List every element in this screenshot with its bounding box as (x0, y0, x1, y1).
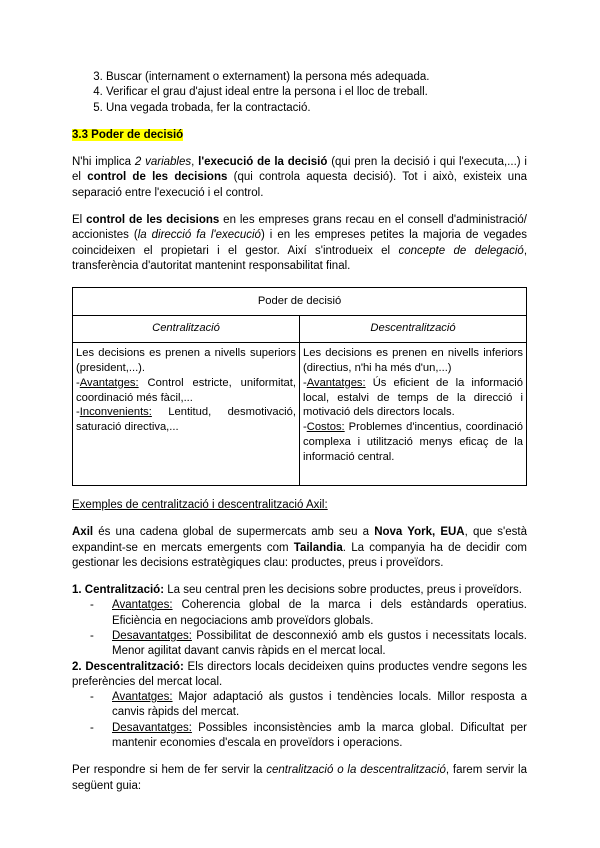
list-item: 4. Verificar el grau d'ajust ideal entre la persona i el lloc de treball. (106, 85, 527, 100)
list-item: - Avantatges: Major adaptació als gustos i tendències locals. Millor resposta a canvis ràpids del mercat. (90, 691, 527, 719)
centralization-list (72, 598, 527, 659)
list-item: - Desavantatges: Possibles inconsistències amb la marca global. Dificultat per mantenir economies d'escala en proveïdors i operacions. (90, 721, 527, 749)
paragraph-guide: Per respondre si hem de fer servir la centralització o la descentralització, farem servir la següent guia: (72, 764, 527, 792)
list-item: 3. Buscar (internament o externament) la persona més adequada. (106, 70, 527, 85)
steps-list (72, 70, 527, 116)
decentralization-list (72, 690, 527, 751)
table-title: Poder de decisió (73, 288, 527, 316)
decision-power-table (72, 287, 527, 486)
list-item: - Desavantatges: Possibilitat de desconnexió amb els gustos i necessitats locals. Menor agilitat davant canvis ràpids en el mercat local. (90, 629, 527, 658)
column-header-centralization: Centralització (73, 315, 300, 342)
column-header-decentralization: Descentralització (300, 315, 527, 342)
paragraph-control: El control de les decisions en les empreses grans recau en el consell d'administració/ accionistes (la direcció fa l'execució) i en les empreses petites la majoria de vegades coincideixen el propietari i el gestor. Així s'introdueix el concepte de delegació, transferència d'autoritat mantenint responsabilitat final. (72, 213, 528, 272)
examples-title: Exemples de centralització i descentralització Axil: (72, 499, 328, 511)
section-heading (72, 128, 527, 143)
list-item: - Avantatges: Coherencia global de la marca i dels estàndards operatius. Eficiència en negociacions amb proveïdors globals. (90, 599, 527, 627)
decentralization-heading: 2. Descentralització: Els directors locals decideixen quins productes vendre segons les preferències del mercat local. (72, 660, 527, 688)
list-item: 5. Una vegada trobada, fer la contractació. (106, 101, 527, 116)
centralization-cell: Les decisions es prenen a nivells superiors (president,...). -Avantatges: Control estricte, uniformitat, coordinació més fàcil,... -Inconvenients: Lentitud, desmotivació, saturació directiva,... (73, 342, 300, 485)
centralization-heading: 1. Centralització: La seu central pren les decisions sobre productes, preus i proveïdors. (72, 584, 523, 597)
document-page (72, 70, 527, 794)
decentralization-cell: Les decisions es prenen en nivells inferiors (directius, n'hi ha més d'un,...) -Avantatges: Ús eficient de la informació local, estalvi de temps de la direcció i motivació dels directors locals. -Costos: Problemes d'incentius, coordinació complexa i utilització menys eficaç de la informació central. (300, 342, 527, 485)
section-title: 3.3 Poder de decisió (72, 128, 184, 141)
paragraph-axil: Axil és una cadena global de supermercats amb seu a Nova York, EUA, que s'està expandint-se en mercats emergents com Tailandia. La companyia ha de decidir com gestionar les decisions estratègiques clau: productes, preus i proveïdors. (72, 526, 527, 569)
paragraph-variables: N'hi implica 2 variables, l'execució de la decisió (qui pren la decisió i qui l'executa,...) i el control de les decisions (qui controla aquesta decisió). Tot i això, existeix una separació entre l'execució i el control. (72, 156, 527, 199)
